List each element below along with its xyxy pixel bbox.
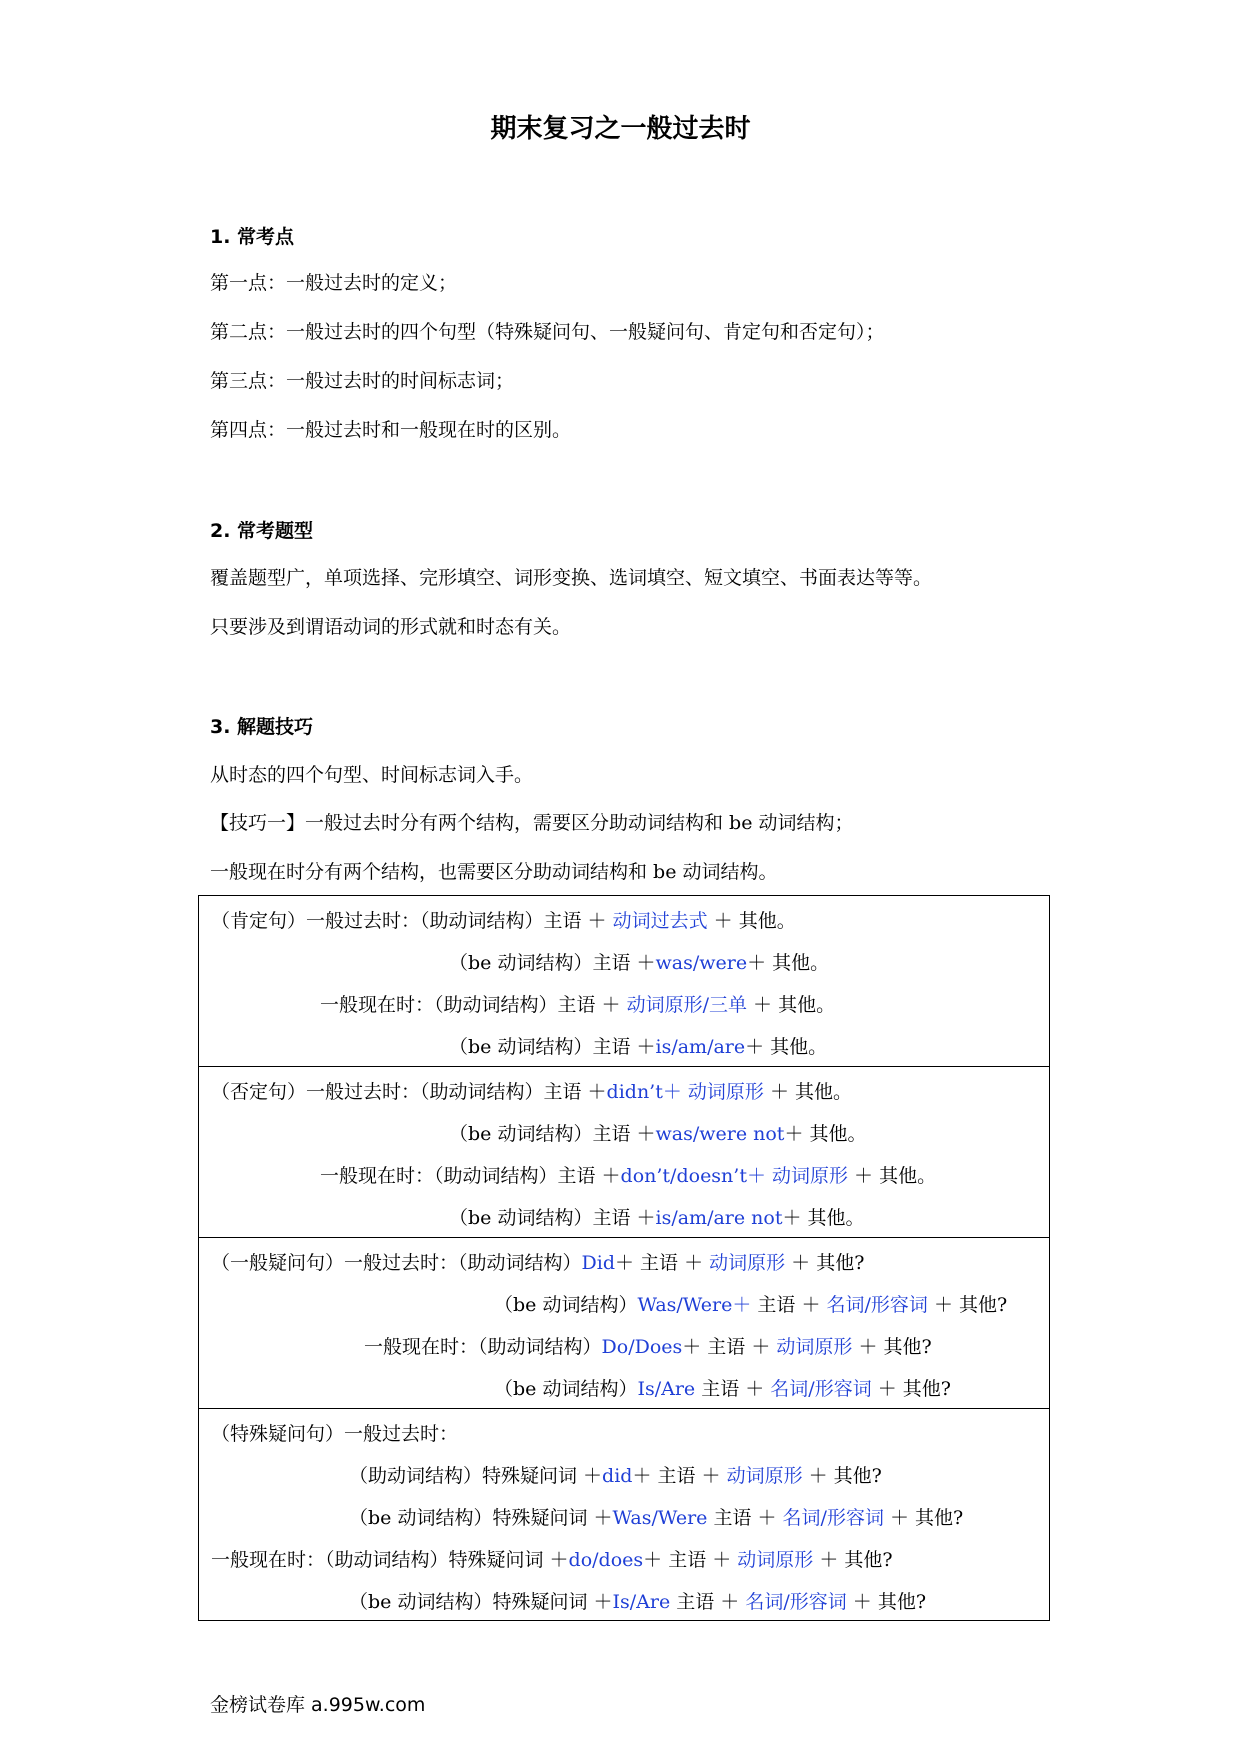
section-2-line: 覆盖题型广，单项选择、完形填空、词形变换、选词填空、短文填空、书面表达等等。 <box>210 567 933 589</box>
general-question-row: （be 动词结构）Is/Are 主语 ＋ 名词/形容词 ＋ 其他? <box>494 1378 951 1400</box>
general-question-row: （一般疑问句）一般过去时：（助动词结构）Did＋ 主语 ＋ 动词原形 ＋ 其他? <box>211 1252 865 1274</box>
section-1-line: 第三点：一般过去时的时间标志词； <box>210 370 515 392</box>
negative-row: 一般现在时：（助动词结构）主语 ＋don’t/doesn’t＋ 动词原形 ＋ 其他。 <box>320 1165 937 1187</box>
section-3-line: 从时态的四个句型、时间标志词入手。 <box>210 764 534 786</box>
affirmative-row: （be 动词结构）主语 ＋was/were＋ 其他。 <box>449 952 830 974</box>
footer-watermark: 金榜试卷库 a.995w.com <box>210 1694 426 1716</box>
affirmative-row: （be 动词结构）主语 ＋is/am/are＋ 其他。 <box>449 1036 828 1058</box>
negative-row: （be 动词结构）主语 ＋was/were not＋ 其他。 <box>449 1123 867 1145</box>
section-3-line: 【技巧一】一般过去时分有两个结构，需要区分助动词结构和 be 动词结构； <box>210 812 854 834</box>
general-question-row: （be 动词结构）Was/Were＋ 主语 ＋ 名词/形容词 ＋ 其他? <box>494 1294 1008 1316</box>
special-question-row: （特殊疑问句）一般过去时： <box>211 1423 459 1445</box>
section-2-heading: 2. 常考题型 <box>210 520 314 542</box>
special-question-row: （be 动词结构）特殊疑问词 ＋Was/Were 主语 ＋ 名词/形容词 ＋ 其他? <box>349 1507 964 1529</box>
general-question-row: 一般现在时：（助动词结构）Do/Does＋ 主语 ＋ 动词原形 ＋ 其他? <box>364 1336 932 1358</box>
page-title: 期末复习之一般过去时 <box>490 114 751 144</box>
section-3-heading: 3. 解题技巧 <box>210 716 314 738</box>
section-3-line: 一般现在时分有两个结构，也需要区分助动词结构和 be 动词结构。 <box>210 861 778 883</box>
affirmative-row: （肯定句）一般过去时：（助动词结构）主语 ＋ 动词过去式 ＋ 其他。 <box>211 910 796 932</box>
general-question-box <box>198 1237 1050 1408</box>
special-question-row: （be 动词结构）特殊疑问词 ＋Is/Are 主语 ＋ 名词/形容词 ＋ 其他? <box>349 1591 927 1613</box>
section-1-line: 第二点：一般过去时的四个句型（特殊疑问句、一般疑问句、肯定句和否定句）； <box>210 321 885 343</box>
section-1-heading: 1. 常考点 <box>210 226 295 248</box>
section-1-line: 第一点：一般过去时的定义； <box>210 272 458 294</box>
negative-row: （否定句）一般过去时：（助动词结构）主语 ＋didn’t＋ 动词原形 ＋ 其他。 <box>211 1081 852 1103</box>
special-question-box <box>198 1408 1050 1621</box>
affirmative-row: 一般现在时：（助动词结构）主语 ＋ 动词原形/三单 ＋ 其他。 <box>320 994 836 1016</box>
negative-row: （be 动词结构）主语 ＋is/am/are not＋ 其他。 <box>449 1207 865 1229</box>
section-2-line: 只要涉及到谓语动词的形式就和时态有关。 <box>210 616 572 638</box>
special-question-row: （助动词结构）特殊疑问词 ＋did＋ 主语 ＋ 动词原形 ＋ 其他? <box>349 1465 882 1487</box>
affirmative-box <box>198 895 1050 1066</box>
section-1-line: 第四点：一般过去时和一般现在时的区别。 <box>210 419 572 441</box>
negative-box <box>198 1066 1050 1237</box>
special-question-row: 一般现在时：（助动词结构）特殊疑问词 ＋do/does＋ 主语 ＋ 动词原形 ＋ 其他? <box>211 1549 893 1571</box>
